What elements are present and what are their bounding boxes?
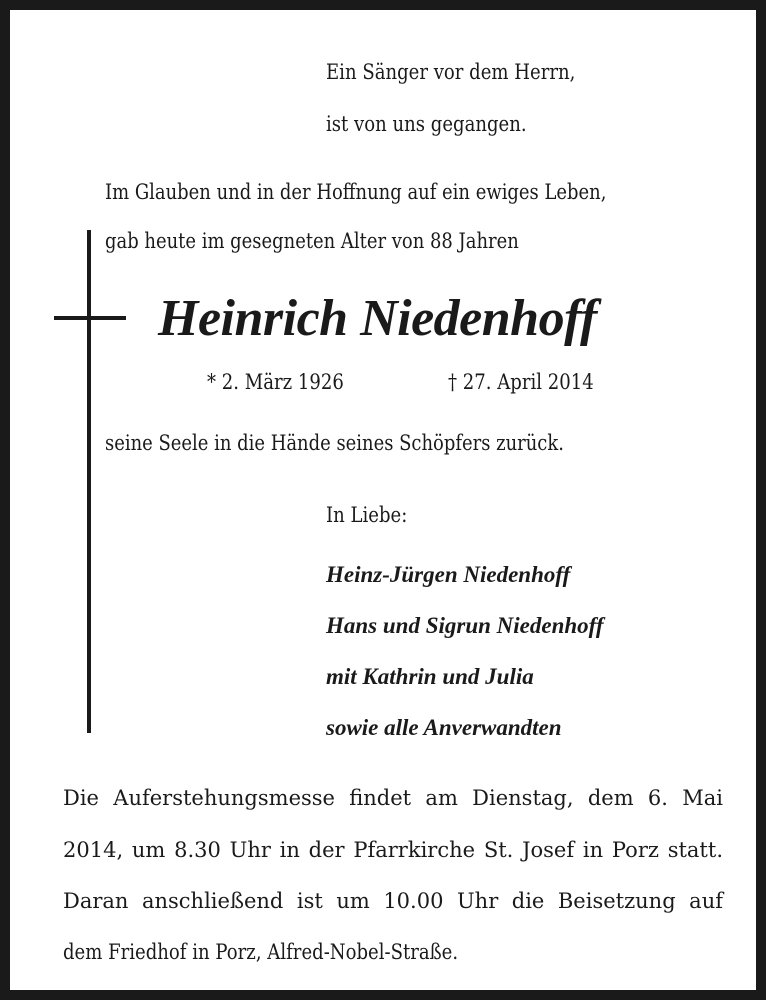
- mourners-heading: In Liebe:: [326, 503, 408, 527]
- verse-line-1: Ein Sänger vor dem Herrn,: [326, 60, 576, 84]
- mourner-name: Heinz-Jürgen Niedenhoff: [326, 562, 571, 587]
- intro-line-1: Im Glauben und in der Hoffnung auf ein ewiges Leben,: [105, 180, 607, 204]
- birth-date: * 2. März 1926: [207, 370, 344, 394]
- deceased-name: Heinrich Niedenhoff: [158, 290, 597, 347]
- verse-line-2: ist von uns gegangen.: [326, 112, 527, 136]
- mourner-name: mit Kathrin und Julia: [326, 664, 534, 689]
- mourner-name: Hans und Sigrun Niedenhoff: [326, 613, 604, 638]
- intro-line-2: gab heute im gesegneten Alter von 88 Jahren: [105, 229, 519, 253]
- mourner-name: sowie alle Anverwandten: [326, 715, 562, 740]
- cross-vertical-bar: [87, 230, 91, 733]
- service-line-2: 2014, um 8.30 Uhr in der Pfarrkirche St. Josef in Porz statt.: [63, 838, 723, 862]
- service-line-3: Daran anschließend ist um 10.00 Uhr die Beisetzung auf: [63, 889, 723, 913]
- cross-horizontal-bar: [54, 316, 126, 320]
- service-line-4: dem Friedhof in Porz, Alfred-Nobel-Straße.: [63, 940, 459, 964]
- death-date: † 27. April 2014: [448, 370, 594, 394]
- service-line-1: Die Auferstehungsmesse findet am Dienstag, dem 6. Mai: [63, 786, 723, 810]
- closing-line: seine Seele in die Hände seines Schöpfers zurück.: [105, 431, 564, 455]
